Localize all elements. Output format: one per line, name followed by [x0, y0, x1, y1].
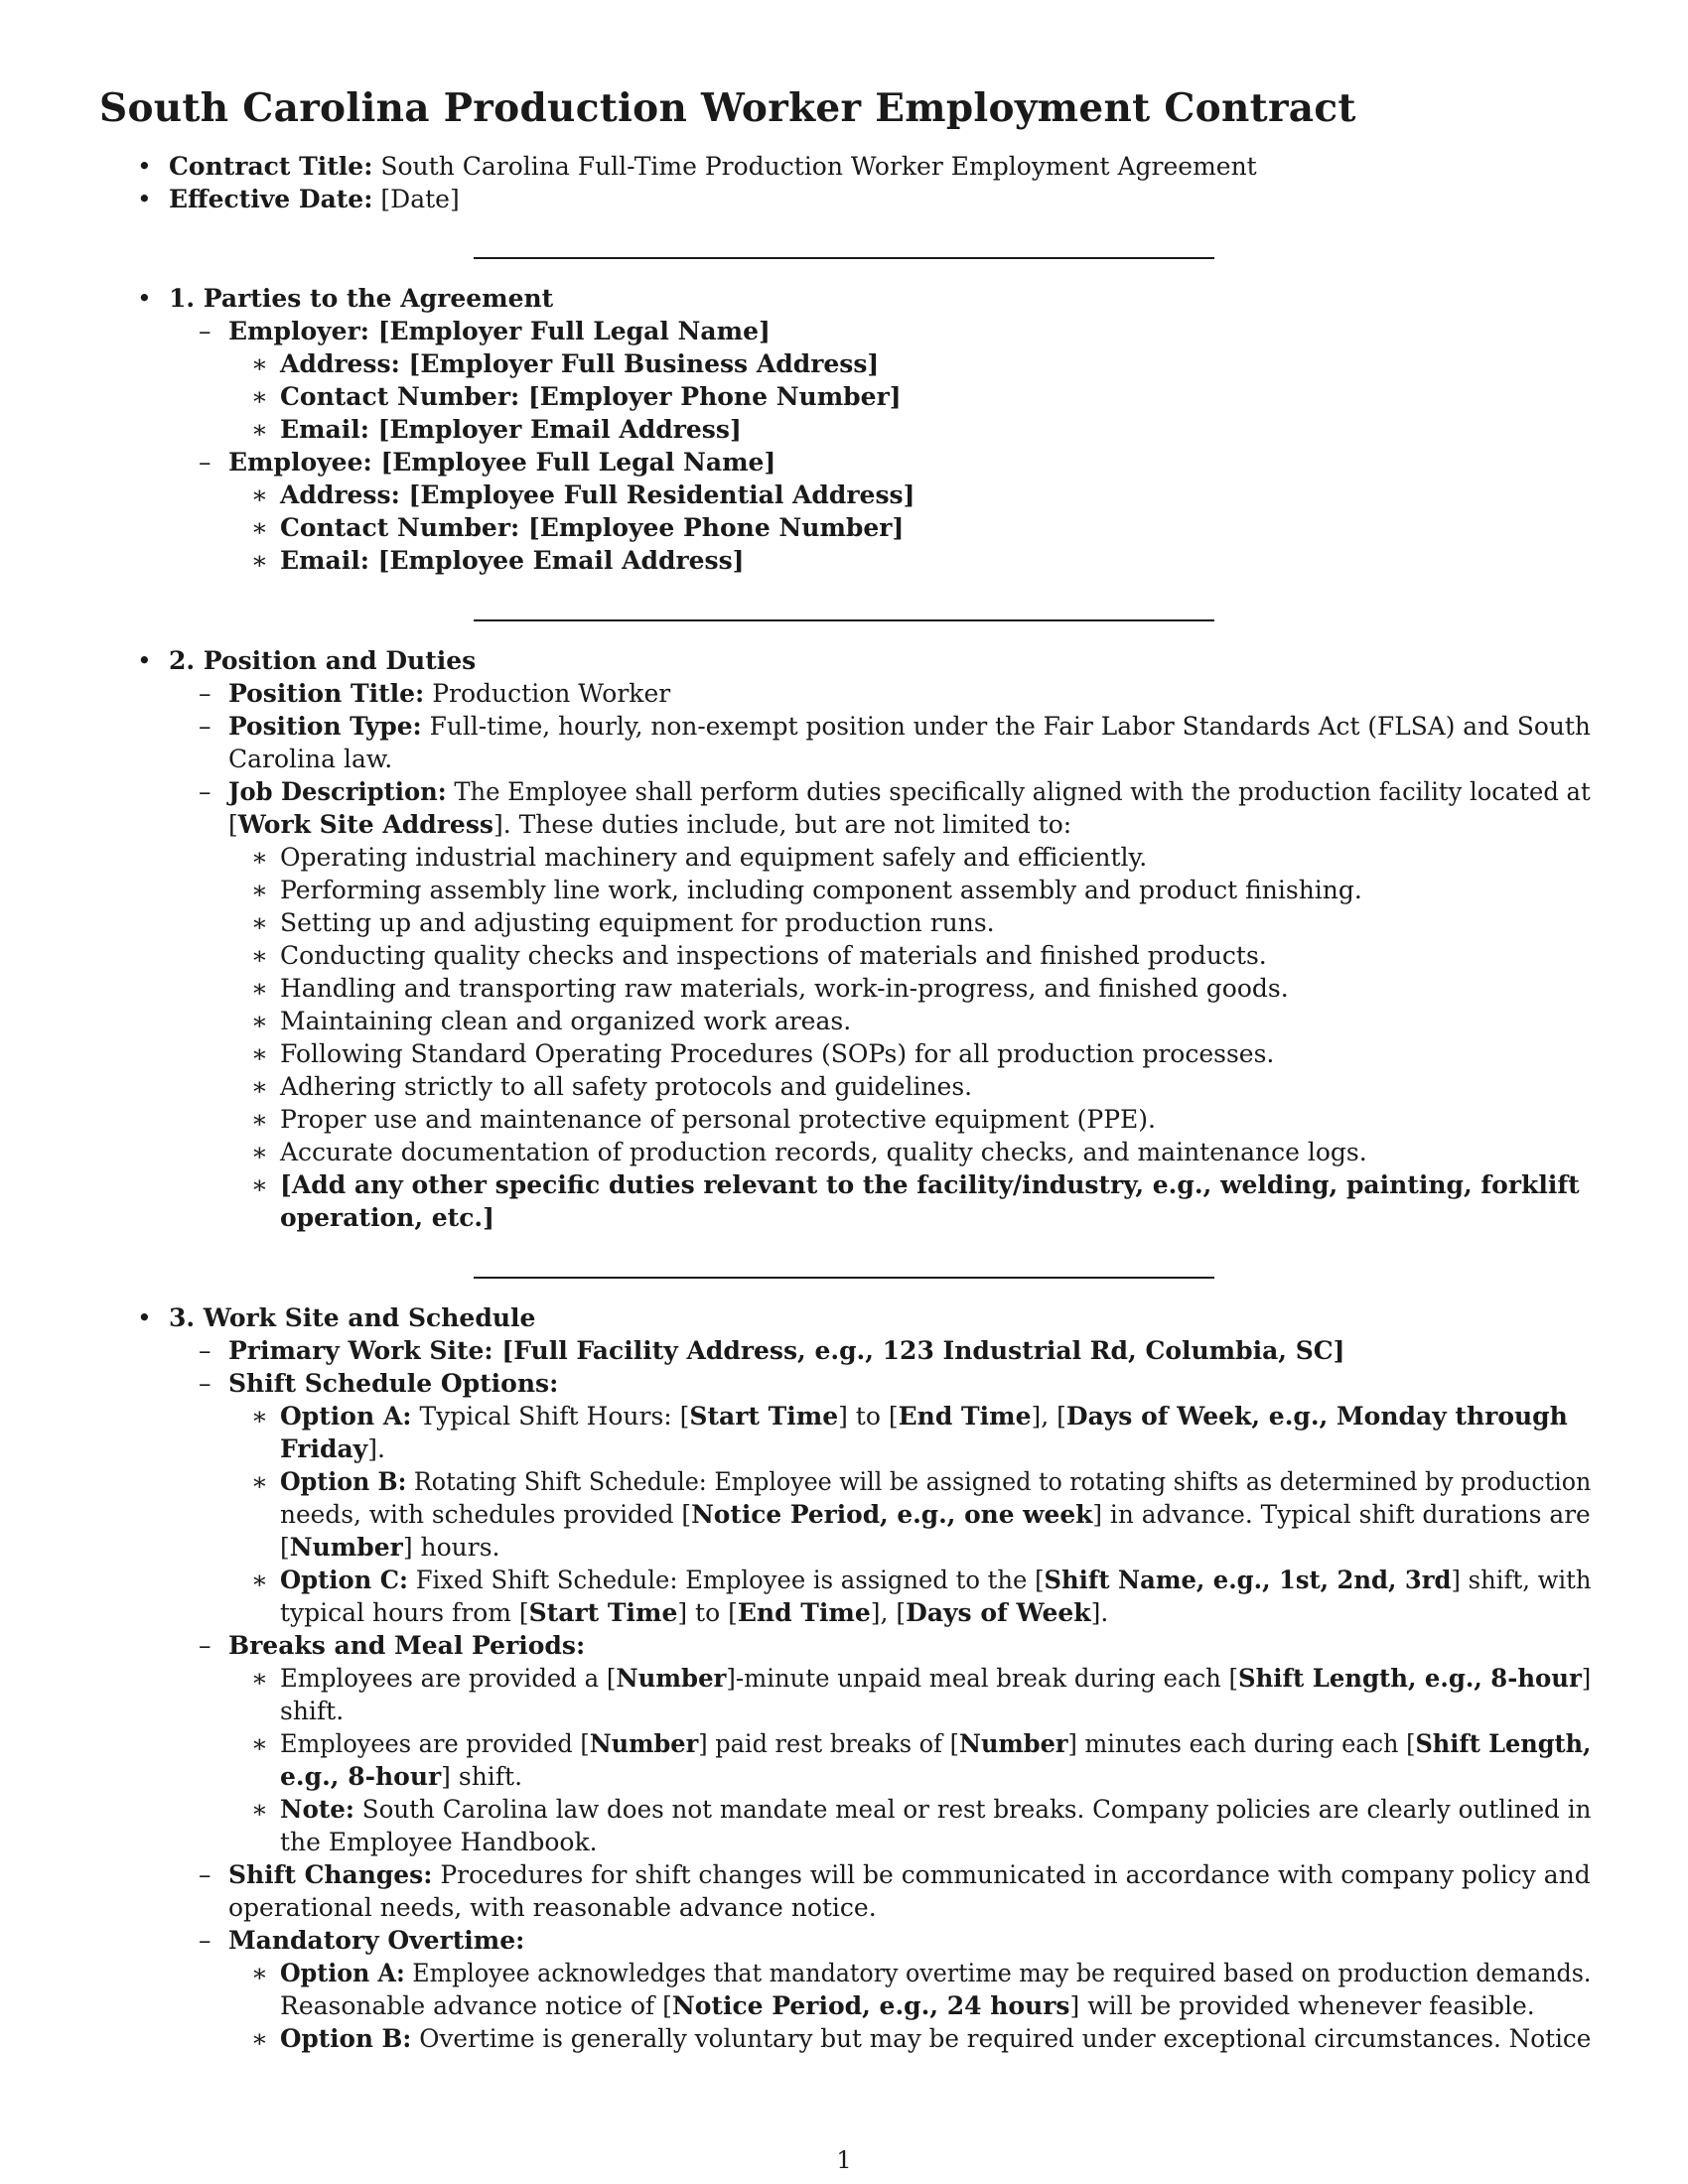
duty-item: Handling and transporting raw materials, work-in-progress, and finished goods. — [280, 974, 1289, 1003]
extra-duty-placeholder-2: operation, etc.] — [280, 1203, 494, 1232]
bullet-star: ∗ — [251, 974, 268, 1003]
duty-item: Maintaining clean and organized work areas. — [280, 1007, 852, 1035]
bullet-star: ∗ — [251, 1039, 268, 1068]
section-divider — [474, 257, 1214, 259]
bullet-star: ∗ — [251, 1467, 268, 1496]
section2-heading: 2. Position and Duties — [169, 646, 477, 675]
bullet-dash: – — [199, 1369, 211, 1398]
section1-heading: 1. Parties to the Agreement — [169, 284, 554, 313]
duty-item: Proper use and maintenance of personal protective equipment (PPE). — [280, 1105, 1156, 1134]
employer-email-line: Email: [Employer Email Address] — [280, 415, 742, 444]
bullet-star: ∗ — [251, 1170, 268, 1199]
duty-item: Performing assembly line work, including component assembly and product finishing. — [280, 876, 1362, 904]
overtime-option-a-line-2: Reasonable advance notice of [Notice Period, e.g., 24 hours] will be provided whenever feasible. — [280, 1991, 1535, 2020]
section-divider — [474, 1277, 1214, 1279]
section-divider — [474, 619, 1214, 621]
bullet-star: ∗ — [251, 513, 268, 542]
meal-break-line-2: shift. — [280, 1697, 345, 1725]
option-b-line: Option B: Rotating Shift Schedule: Employee will be assigned to rotating shifts as determined by production — [280, 1467, 1592, 1496]
option-c-line: Option C: Fixed Shift Schedule: Employee is assigned to the [Shift Name, e.g., 1st, 2nd, 3rd] shift, with — [280, 1566, 1592, 1594]
bullet-star: ∗ — [251, 876, 268, 904]
meal-break-line: Employees are provided a [Number]-minute unpaid meal break during each [Shift Length, e.g., 8-hour] — [280, 1664, 1592, 1693]
bullet-star: ∗ — [251, 908, 268, 937]
bullet-star: ∗ — [251, 1105, 268, 1134]
bullet-star: ∗ — [251, 843, 268, 872]
bullet-star: ∗ — [251, 1664, 268, 1693]
primary-work-site-line: Primary Work Site: [Full Facility Address, e.g., 123 Industrial Rd, Columbia, SC] — [228, 1336, 1345, 1365]
duty-item: Following Standard Operating Procedures (SOPs) for all production processes. — [280, 1039, 1275, 1068]
option-b-line-2: needs, with schedules provided [Notice Period, e.g., one week] in advance. Typical shift durations are — [280, 1500, 1591, 1529]
bullet-star: ∗ — [251, 1007, 268, 1035]
bullet-dash: – — [199, 712, 211, 741]
bullet-star: ∗ — [251, 1566, 268, 1594]
bullet-star: ∗ — [251, 941, 268, 970]
bullet-star: ∗ — [251, 349, 268, 378]
duty-item: Setting up and adjusting equipment for production runs. — [280, 908, 995, 937]
bullet-dash: – — [199, 1860, 211, 1889]
bullet-dash: – — [199, 1336, 211, 1365]
position-type-line-2: Carolina law. — [228, 745, 393, 773]
document-title: South Carolina Production Worker Employment Contract — [99, 85, 1356, 131]
overtime-option-b-line: Option B: Overtime is generally voluntary but may be required under exceptional circumstances. Notice — [280, 2024, 1592, 2053]
position-title-line: Position Title: Production Worker — [228, 679, 671, 708]
bullet-star: ∗ — [251, 415, 268, 444]
bullet-dot: • — [137, 284, 152, 313]
rest-break-line: Employees are provided [Number] paid rest breaks of [Number] minutes each during each [Shift Length, — [280, 1729, 1592, 1758]
bullet-dot: • — [137, 152, 152, 181]
overtime-heading: Mandatory Overtime: — [228, 1926, 525, 1955]
bullet-star: ∗ — [251, 1138, 268, 1166]
employer-contact-line: Contact Number: [Employer Phone Number] — [280, 382, 902, 411]
bullet-star: ∗ — [251, 1795, 268, 1824]
bullet-dash: – — [199, 448, 211, 477]
employee-address-line: Address: [Employee Full Residential Address] — [280, 480, 915, 509]
work-site-placeholder: Work Site Address — [237, 810, 493, 839]
job-description-line-2: [Work Site Address]. These duties include, but are not limited to: — [228, 810, 1072, 839]
shift-changes-line-2: operational needs, with reasonable advance notice. — [228, 1893, 877, 1922]
section3-heading: 3. Work Site and Schedule — [169, 1303, 536, 1332]
bullet-star: ∗ — [251, 1729, 268, 1758]
bullet-dash: – — [199, 777, 211, 806]
note-line: Note: South Carolina law does not mandate meal or rest breaks. Company policies are clearly outlined in — [280, 1795, 1592, 1824]
employer-line: Employer: [Employer Full Legal Name] — [228, 317, 771, 345]
option-c-line-2: typical hours from [Start Time] to [End Time], [Days of Week]. — [280, 1598, 1109, 1627]
option-a-line-2: Friday]. — [280, 1434, 385, 1463]
duty-item: Conducting quality checks and inspections of materials and finished products. — [280, 941, 1267, 970]
employee-email-line: Email: [Employee Email Address] — [280, 546, 745, 575]
rest-break-line-2: e.g., 8-hour] shift. — [280, 1762, 523, 1791]
option-b-line-3: [Number] hours. — [280, 1533, 500, 1562]
duty-item: Operating industrial machinery and equipment safely and efficiently. — [280, 843, 1148, 872]
position-type-line: Position Type: Full-time, hourly, non-exempt position under the Fair Labor Standards Act (FLSA) and South — [228, 712, 1591, 741]
option-a-line: Option A: Typical Shift Hours: [Start Time] to [End Time], [Days of Week, e.g., Monday through — [280, 1402, 1568, 1431]
bullet-dot: • — [137, 185, 152, 213]
bullet-dash: – — [199, 317, 211, 345]
contract-title-line: Contract Title: South Carolina Full-Time Production Worker Employment Agreement — [169, 152, 1257, 181]
bullet-dot: • — [137, 646, 152, 675]
bullet-star: ∗ — [251, 382, 268, 411]
bullet-star: ∗ — [251, 1959, 268, 1987]
job-description-line: Job Description: The Employee shall perform duties specifically aligned with the production facility located at — [228, 777, 1591, 806]
bullet-star: ∗ — [251, 546, 268, 575]
shift-changes-line: Shift Changes: Procedures for shift changes will be communicated in accordance with company policy and — [228, 1860, 1591, 1889]
breaks-heading: Breaks and Meal Periods: — [228, 1631, 586, 1660]
effective-date-line: Effective Date: [Date] — [169, 185, 460, 213]
overtime-option-a-line: Option A: Employee acknowledges that mandatory overtime may be required based on production demands. — [280, 1959, 1592, 1987]
employee-line: Employee: [Employee Full Legal Name] — [228, 448, 776, 477]
employer-address-line: Address: [Employer Full Business Address] — [280, 349, 880, 378]
bullet-dash: – — [199, 1631, 211, 1660]
note-line-2: the Employee Handbook. — [280, 1828, 598, 1856]
duty-item: Adhering strictly to all safety protocols and guidelines. — [280, 1072, 973, 1101]
page-number: 1 — [836, 2146, 852, 2174]
bullet-star: ∗ — [251, 1402, 268, 1431]
bullet-dot: • — [137, 1303, 152, 1332]
employee-contact-line: Contact Number: [Employee Phone Number] — [280, 513, 905, 542]
bullet-star: ∗ — [251, 1072, 268, 1101]
duty-item: Accurate documentation of production records, quality checks, and maintenance logs. — [280, 1138, 1367, 1166]
bullet-dash: – — [199, 1926, 211, 1955]
bullet-star: ∗ — [251, 480, 268, 509]
extra-duty-placeholder: [Add any other specific duties relevant to the facility/industry, e.g., welding, painting, forklift — [280, 1170, 1580, 1199]
bullet-star: ∗ — [251, 2024, 268, 2053]
shift-options-heading: Shift Schedule Options: — [228, 1369, 559, 1398]
bullet-dash: – — [199, 679, 211, 708]
